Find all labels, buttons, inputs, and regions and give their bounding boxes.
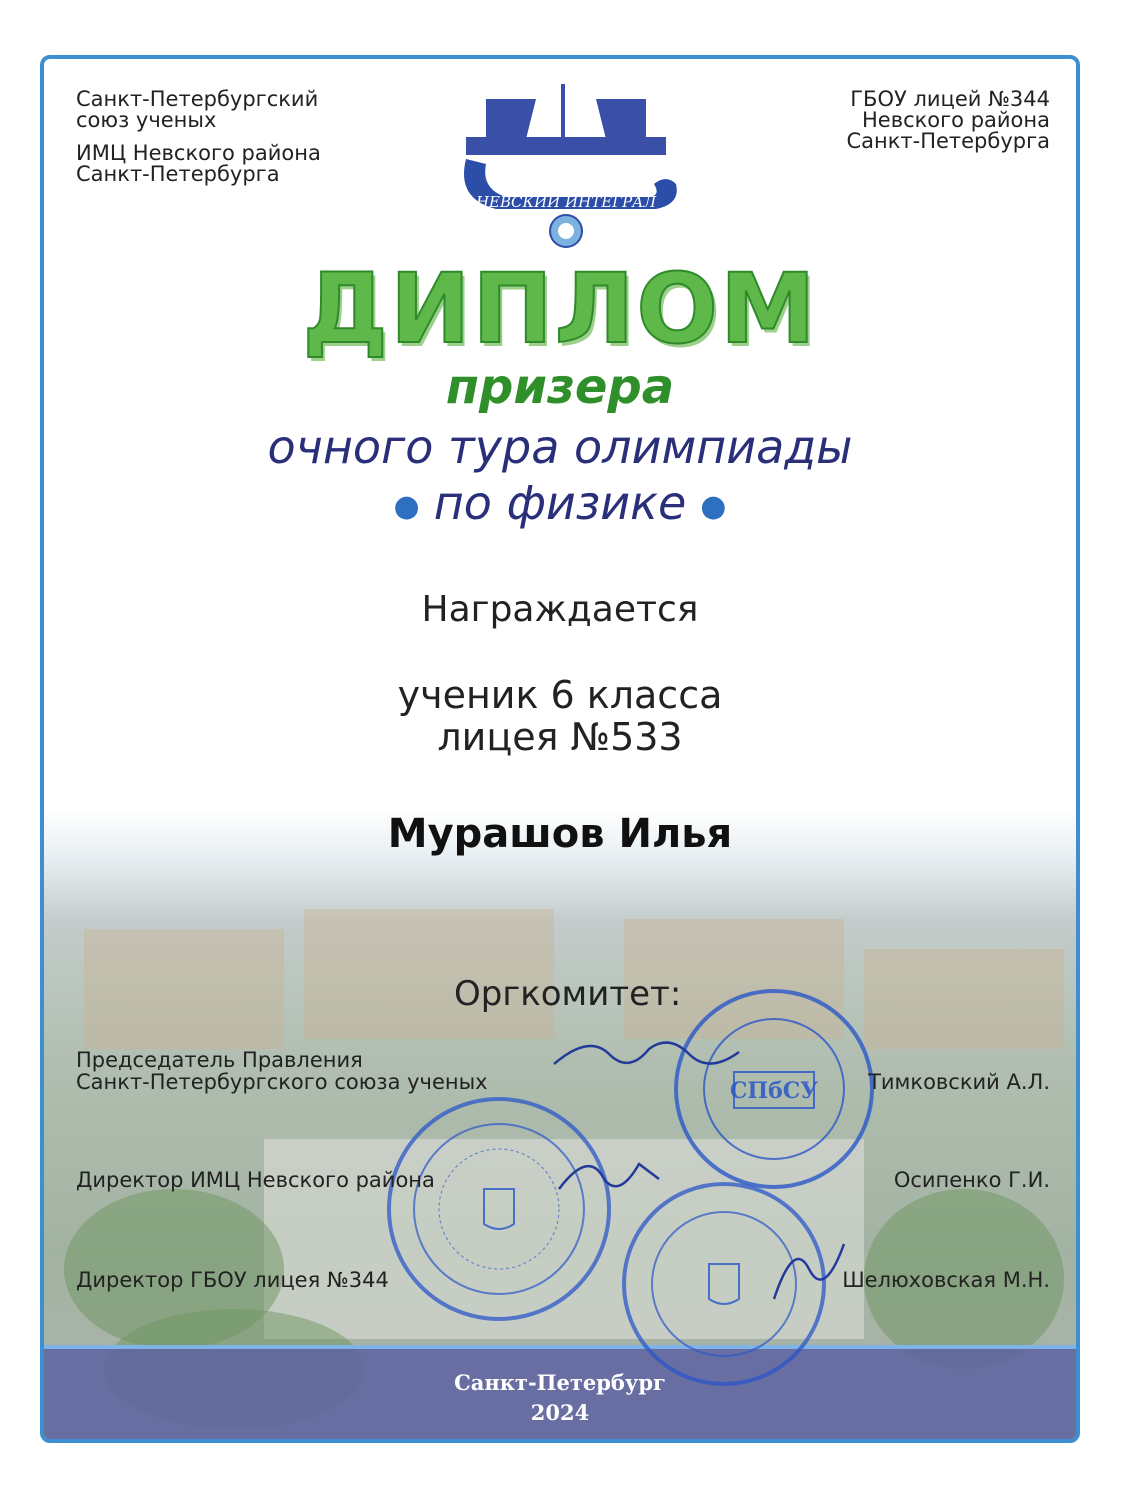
- signature-position: Директор ИМЦ Невского района: [76, 1168, 435, 1192]
- signature-name: Осипенко Г.И.: [893, 1168, 1050, 1192]
- header-left-line2: союз ученых: [76, 108, 217, 132]
- header-left-line4: Санкт-Петербурга: [76, 162, 280, 186]
- bullet-icon: ●: [393, 488, 420, 524]
- diploma-frame: [40, 55, 1080, 1443]
- awarded-label: Награждается: [421, 589, 699, 630]
- footer: [44, 1368, 1076, 1427]
- nevsky-integral-logo: [426, 79, 706, 249]
- stamp-spbsu-text: СПбСУ: [729, 1078, 819, 1104]
- orgcommittee-label: Оргкомитет:: [454, 974, 682, 1014]
- footer-year: 2024: [530, 1399, 590, 1425]
- building: [864, 949, 1064, 1049]
- bullet-icon: ●: [700, 488, 727, 524]
- student-school: лицея №533: [437, 715, 683, 759]
- header-right-line3: Санкт-Петербурга: [846, 129, 1050, 153]
- subtitle-subject-text: по физике: [433, 476, 687, 530]
- header-right-line2: Невского района: [861, 108, 1050, 132]
- signature-row-2: [76, 1169, 1050, 1191]
- student-class: ученик 6 класса: [397, 673, 723, 717]
- student-info: [44, 674, 1076, 758]
- logo-text: НЕВСКИЙ ИНТЕГРАЛ: [475, 193, 657, 211]
- header-right-line1: ГБОУ лицей №344: [850, 87, 1050, 111]
- student-name: Мурашов Илья: [387, 811, 733, 857]
- subtitle-subject: [44, 475, 1076, 535]
- signature-name: Тимковский А.Л.: [868, 1070, 1050, 1094]
- signature-position-line1: Председатель Правления: [76, 1048, 363, 1072]
- signature-position-line2: Санкт-Петербургского союза ученых: [76, 1070, 488, 1094]
- signature-name: Шелюховская М.Н.: [842, 1268, 1050, 1292]
- building: [84, 929, 284, 1049]
- header-right: [846, 89, 1050, 152]
- header-left-line3: ИМЦ Невского района: [76, 141, 321, 165]
- diploma-title: ДИПЛОМ: [302, 253, 818, 365]
- header-left: [76, 89, 321, 197]
- header-left-line1: Санкт-Петербургский: [76, 87, 319, 111]
- signature-position: Директор ГБОУ лицея №344: [76, 1268, 389, 1292]
- subtitle-prizer: призера: [445, 359, 675, 415]
- footer-city: Санкт-Петербург: [454, 1370, 666, 1396]
- signature-row-1: [76, 1049, 1050, 1093]
- signature-position: [76, 1049, 488, 1093]
- subtitle-olympiad: очного тура олимпиады: [267, 420, 853, 474]
- signature-row-3: [76, 1269, 1050, 1291]
